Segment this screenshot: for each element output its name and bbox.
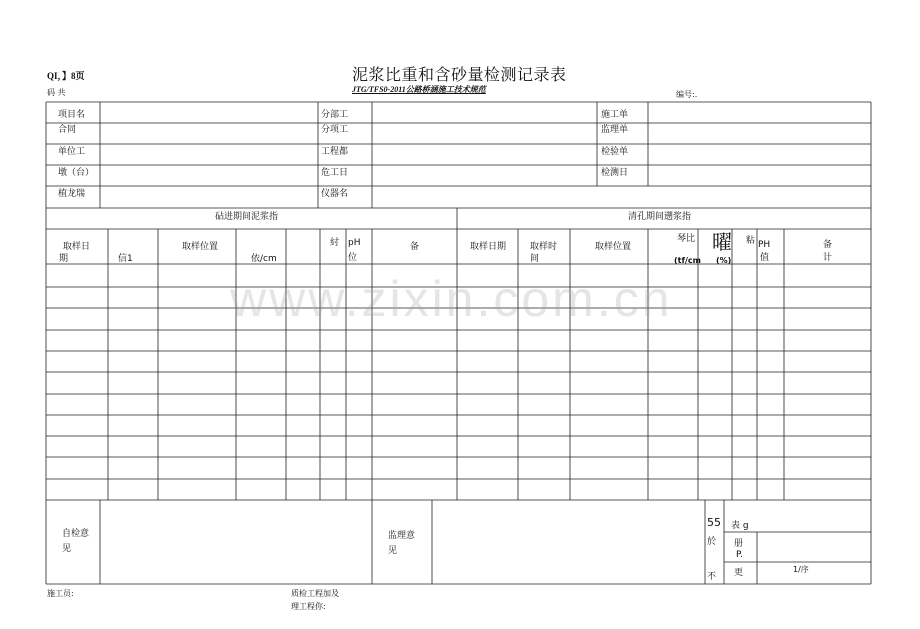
- col-ph: pH: [348, 238, 361, 248]
- page-count: QI，】8页: [47, 71, 85, 81]
- constructor-signature: 施工员:: [47, 589, 74, 598]
- col-ph-2: 位: [348, 253, 358, 263]
- label-inspection-unit: 检验单: [601, 147, 629, 157]
- label-subsection: 分部工: [321, 110, 349, 120]
- col-sample-date: 取样日: [63, 242, 91, 252]
- mid-mark-2: 於: [707, 537, 717, 547]
- label-unit: 单位工: [58, 147, 86, 157]
- table-label: 表 g: [731, 521, 749, 531]
- col-sample-position: 取样位置: [182, 242, 219, 252]
- self-check-label-2: 见: [62, 544, 72, 554]
- label-subitem: 分项工: [321, 125, 349, 135]
- label-pier: 墩（台）: [58, 168, 95, 178]
- label-pile: 植龙瑞: [58, 189, 86, 199]
- label-supervision-unit: 监理单: [601, 125, 629, 135]
- label-test-date: 检测日: [601, 168, 629, 178]
- col-r-viscosity: 粘: [746, 236, 756, 246]
- supervision-label-2: 见: [388, 546, 398, 556]
- page-number: 1/序: [793, 565, 809, 574]
- label-contract: 合同: [58, 125, 77, 135]
- col-r-sand: 曜: [712, 230, 732, 254]
- col-r-ph: PH: [758, 240, 771, 250]
- col-r-sand-unit: (%): [716, 256, 732, 265]
- col-r-sample-time-2: 间: [530, 254, 540, 264]
- label-project: 项目名: [58, 110, 86, 120]
- col-sample-date-2: 期: [59, 254, 69, 264]
- page-title: 泥浆比重和含砂量检测记录表: [352, 65, 567, 84]
- col-unit: 依/cm: [251, 254, 277, 264]
- col-r-ratio: 琴比: [677, 234, 696, 244]
- watermark: www.zixin.com.cn: [230, 271, 673, 327]
- col-r-sample-position: 取样位置: [595, 242, 632, 252]
- qc-engineer-signature: 质检工程加及: [291, 589, 339, 598]
- serial-number-label: 编号:.: [676, 90, 698, 99]
- page-code: 码 共: [47, 88, 66, 97]
- col-r-sample-date: 取样日期: [470, 242, 507, 252]
- label-construction-date: 危工日: [321, 168, 349, 178]
- section-drilling: 砧进期间泥浆指: [215, 212, 279, 222]
- supervising-engineer-signature: 理工程你:: [291, 602, 326, 611]
- col-density: 信1: [118, 254, 133, 264]
- standard-reference: JTG/TFS0-2011公路桥涵施工技术规范: [352, 85, 486, 94]
- mid-mark-3: 不: [707, 572, 717, 582]
- col-remark: 备: [410, 242, 420, 252]
- mid-mark: 55: [707, 516, 721, 529]
- col-r-sample-time: 取样时: [530, 242, 558, 252]
- label-engineering: 工程都: [321, 147, 349, 157]
- supervision-label: 监理意: [388, 531, 416, 541]
- col-viscosity: 紂: [330, 238, 340, 248]
- book-label: 册: [734, 539, 744, 549]
- self-check-label: 自检意: [62, 529, 90, 539]
- col-r-ph-2: 值: [760, 253, 770, 263]
- book-label-2: P.: [736, 550, 743, 560]
- section-cleaning: 清孔期间遡浆指: [628, 212, 692, 222]
- col-r-remark: 备: [823, 240, 833, 250]
- label-construction-unit: 施工单: [601, 110, 629, 120]
- change-label: 更: [734, 568, 744, 578]
- col-r-remark-2: 计: [823, 253, 833, 263]
- label-instrument: 仪器名: [321, 189, 349, 199]
- col-r-ratio-unit: (tf/cm: [674, 256, 701, 265]
